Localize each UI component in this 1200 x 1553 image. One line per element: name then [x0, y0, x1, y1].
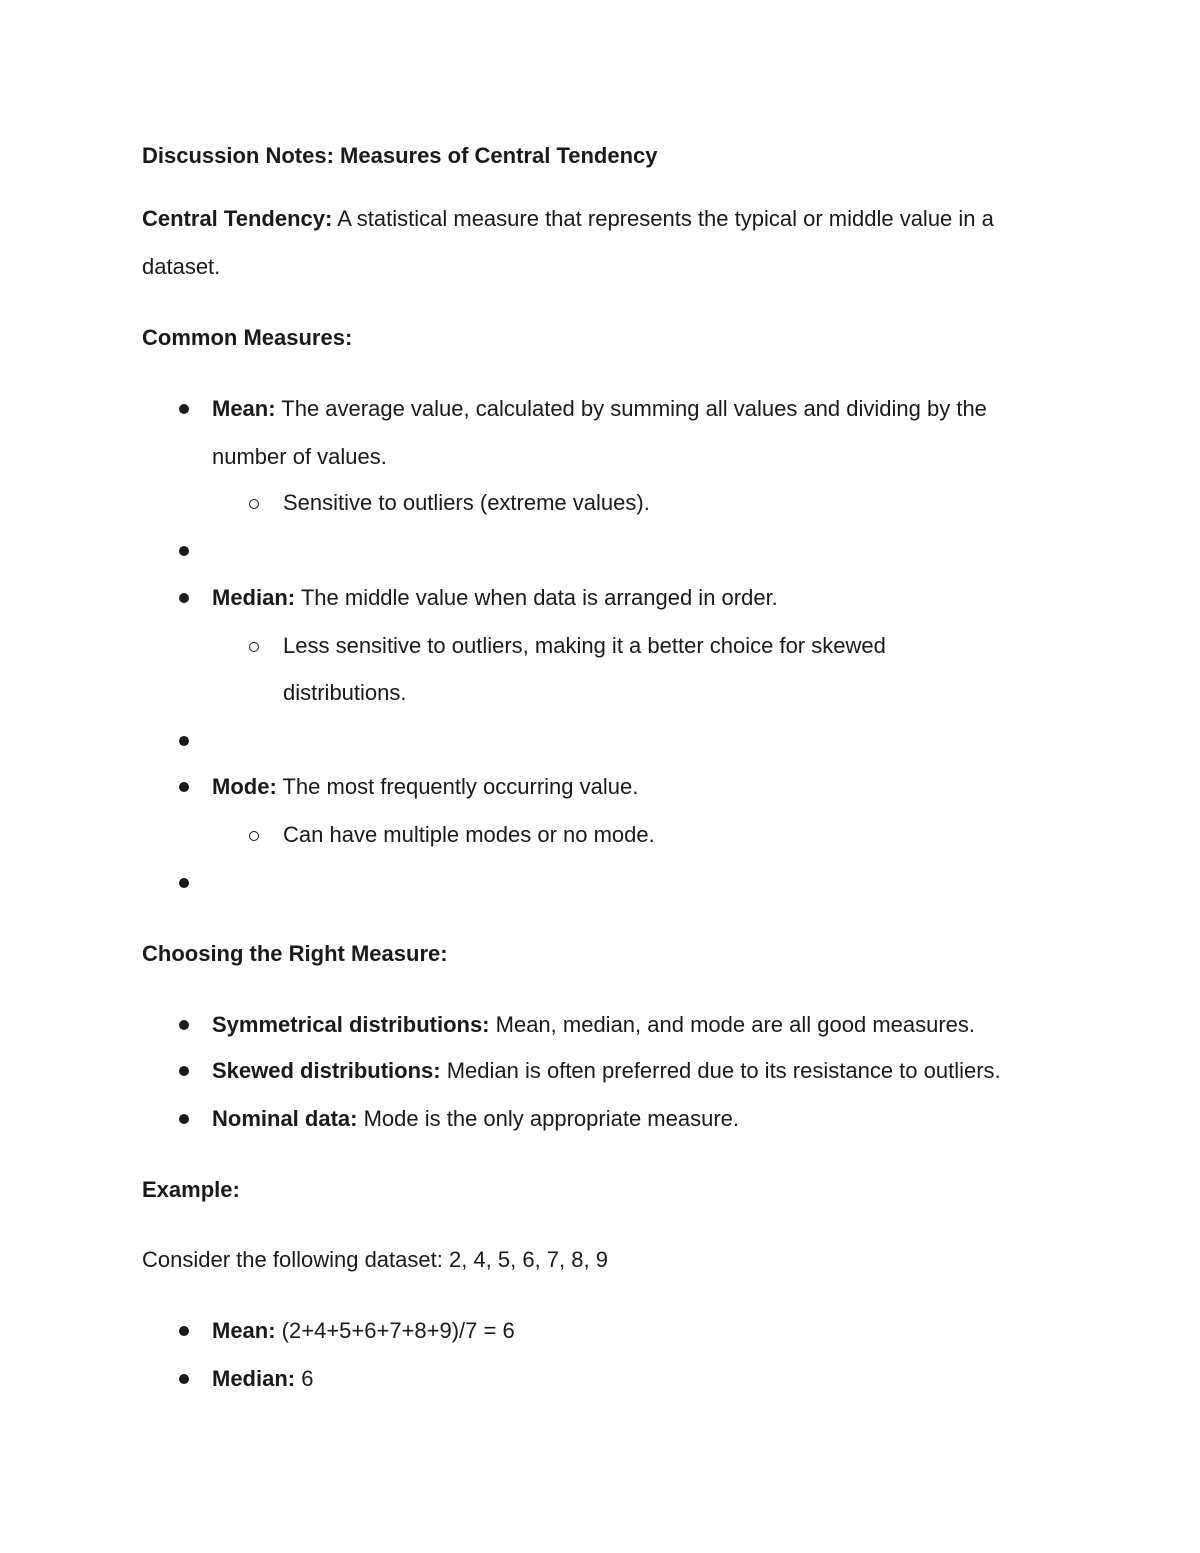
mode-term: Mode:	[212, 774, 277, 799]
symmetrical-text: Mean, median, and mode are all good measures.	[489, 1012, 976, 1037]
mode-text: The most frequently occurring value.	[276, 774, 639, 799]
bullet-icon	[179, 1066, 189, 1076]
list-item-symmetrical	[212, 1012, 975, 1038]
nominal-text: Mode is the only appropriate measure.	[357, 1106, 740, 1131]
median-term: Median:	[212, 585, 296, 610]
list-item-skewed	[212, 1058, 1001, 1084]
mean-term: Mean:	[212, 396, 276, 421]
definition-text: A statistical measure that represents the typical or middle value in a	[332, 206, 994, 231]
definition-term: Central Tendency:	[142, 206, 333, 231]
bullet-icon	[179, 1326, 189, 1336]
empty-bullet-icon	[179, 878, 189, 888]
mean-continuation: number of values.	[212, 444, 387, 469]
bullet-icon	[179, 593, 189, 603]
empty-bullet-icon	[179, 546, 189, 556]
sub-bullet-icon	[249, 642, 259, 652]
page-title: Discussion Notes: Measures of Central Tendency	[142, 143, 658, 168]
symmetrical-term: Symmetrical distributions:	[212, 1012, 490, 1037]
median-text: The middle value when data is arranged in order.	[295, 585, 778, 610]
bullet-icon	[179, 782, 189, 792]
section-heading-common-measures: Common Measures:	[142, 325, 353, 350]
example-mean-text: (2+4+5+6+7+8+9)/7 = 6	[275, 1318, 515, 1343]
example-item-mean	[212, 1318, 515, 1344]
section-heading-choosing: Choosing the Right Measure:	[142, 941, 448, 966]
section-heading-example: Example:	[142, 1177, 240, 1202]
skewed-text: Median is often preferred due to its resistance to outliers.	[440, 1058, 1001, 1083]
bullet-icon	[179, 404, 189, 414]
example-mean-term: Mean:	[212, 1318, 276, 1343]
bullet-icon	[179, 1020, 189, 1030]
bullet-icon	[179, 1374, 189, 1384]
sub-list-item-median: Less sensitive to outliers, making it a better choice for skewed	[283, 633, 886, 658]
list-item-mode	[212, 774, 638, 800]
empty-bullet-icon	[179, 736, 189, 746]
bullet-icon	[179, 1114, 189, 1124]
example-intro: Consider the following dataset: 2, 4, 5, 6, 7, 8, 9	[142, 1247, 608, 1272]
sub-list-item-mean: Sensitive to outliers (extreme values).	[283, 490, 650, 515]
list-item-nominal	[212, 1106, 739, 1132]
list-item-mean	[212, 396, 987, 422]
mean-text: The average value, calculated by summing all values and dividing by the	[275, 396, 987, 421]
sub-bullet-icon	[249, 499, 259, 509]
definition-line	[142, 206, 994, 232]
example-median-term: Median:	[212, 1366, 296, 1391]
skewed-term: Skewed distributions:	[212, 1058, 441, 1083]
sub-list-item-median-continuation: distributions.	[283, 680, 407, 705]
nominal-term: Nominal data:	[212, 1106, 358, 1131]
example-median-text: 6	[295, 1366, 314, 1391]
sub-bullet-icon	[249, 831, 259, 841]
definition-continuation: dataset.	[142, 254, 221, 279]
list-item-median	[212, 585, 778, 611]
sub-list-item-mode: Can have multiple modes or no mode.	[283, 822, 655, 847]
example-item-median	[212, 1366, 313, 1392]
